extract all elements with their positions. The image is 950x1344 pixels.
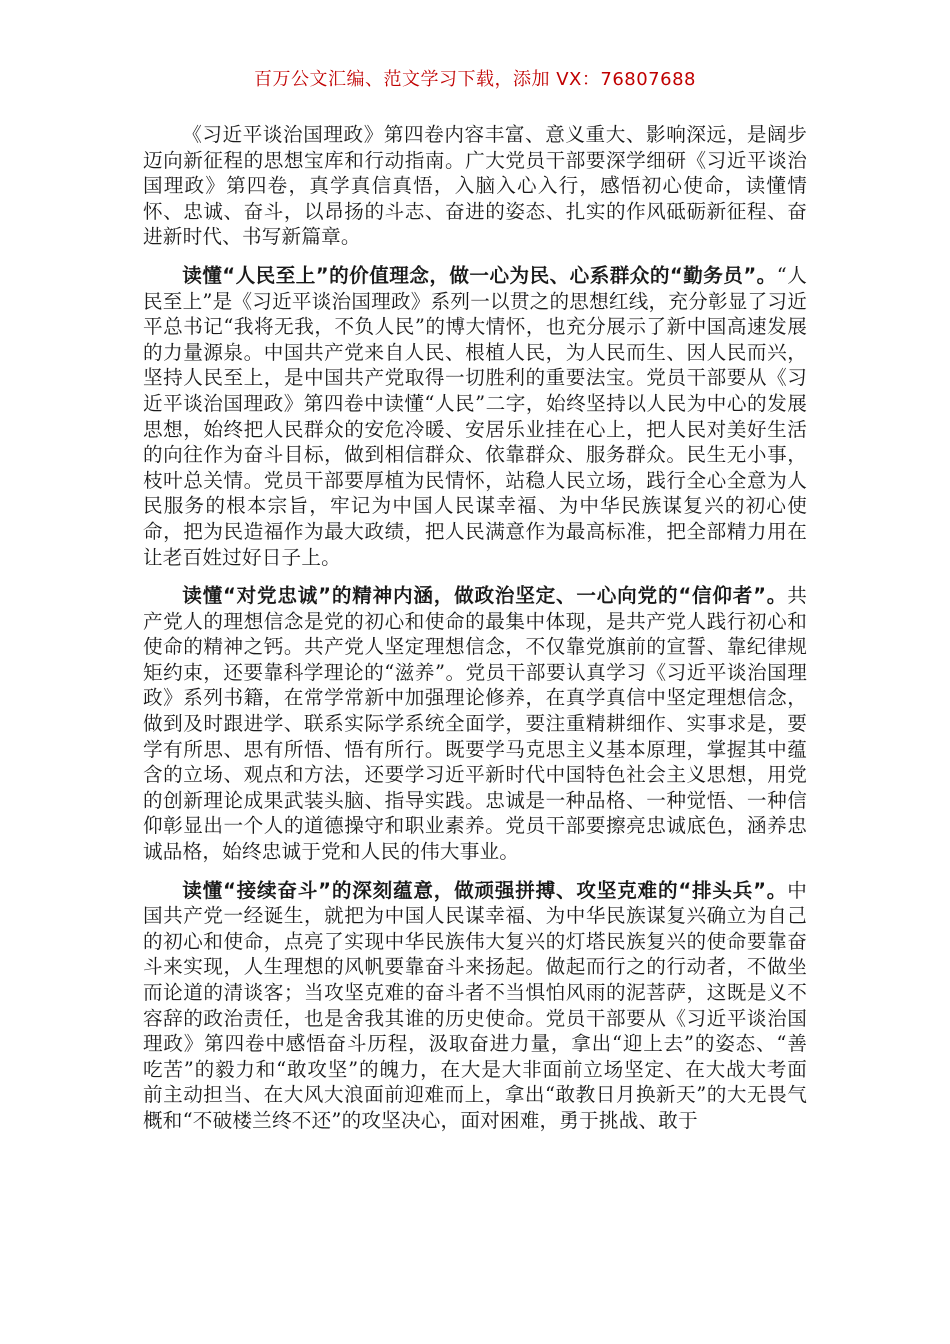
paragraph-struggle bbox=[143, 878, 807, 1134]
paragraph-heading: 读懂“对党忠诚”的精神内涵，做政治坚定、一心向党的“信仰者”。 bbox=[182, 584, 788, 608]
watermark-header: 百万公文汇编、范文学习下载，添加 VX：76807688 bbox=[254, 69, 696, 90]
paragraph-text: 共产党人的理想信念是党的初心和使命的最集中体现，是共产党人践行初心和使命的精神之钙。共产党人坚定理想信念，不仅靠党旗前的宣誓、靠纪律规矩约束，还要靠科学理论的“滋养”。党员干部要认真学习《习近平谈治国理政》系列书籍，在常学常新中加强理论修养，在真学真信中坚定理想信念，做到及时跟进学、联系实际学系统全面学，要注重精耕细作、实事求是，要学有所思、思有所悟、悟有所行。既要学马克思主义基本原理，掌握其中蕴含的立场、观点和方法，还要学习近平新时代中国特色社会主义思想，用党的创新理论成果武装头脑、指导实践。忠诚是一种品格、一种觉悟、一种信仰彰显出一个人的道德操守和职业素养。党员干部要擦亮忠诚底色，涵养忠诚品格，始终忠诚于党和人民的伟大事业。 bbox=[143, 584, 807, 864]
paragraph-text: 中国共产党一经诞生，就把为中国人民谋幸福、为中华民族谋复兴确立为自己的初心和使命，点亮了实现中华民族伟大复兴的灯塔民族复兴的使命要靠奋斗来实现，人生理想的风帆要靠奋斗来扬起。做起而行之的行动者，不做坐而论道的清谈客；当攻坚克难的奋斗者不当惧怕风雨的泥菩萨，这既是义不容辞的政治责任，也是舍我其谁的历史使命。党员干部要从《习近平谈治国理政》第四卷中感悟奋斗历程，汲取奋进力量，拿出“迎上去”的姿态、“善吃苦”的毅力和“敢攻坚”的魄力，在大是大非面前立场坚定、在大战大考面前主动担当、在大风大浪面前迎难而上，拿出“敢教日月换新天”的大无畏气概和“不破楼兰终不还”的攻坚决心，面对困难，勇于挑战、敢于 bbox=[143, 878, 807, 1132]
paragraph-people-first bbox=[143, 263, 807, 570]
paragraph-intro bbox=[143, 122, 807, 250]
paragraph-heading: 读懂“接续奋斗”的深刻蕴意，做顽强拼搏、攻坚克难的“排头兵”。 bbox=[182, 878, 788, 902]
paragraph-heading: 读懂“人民至上”的价值理念，做一心为民、心系群众的“勤务员”。 bbox=[182, 263, 777, 287]
paragraph-loyalty bbox=[143, 583, 807, 865]
paragraph-text: “人民至上”是《习近平谈治国理政》系列一以贯之的思想红线，充分彰显了习近平总书记“我将无我，不负人民”的博大情怀，也充分展示了新中国高速发展的力量源泉。中国共产党来自人民、根植人民，为人民而生、因人民而兴，坚持人民至上，是中国共产党取得一切胜利的重要法宝。党员干部要从《习近平谈治国理政》第四卷中读懂“人民”二字，始终坚持以人民为中心的发展思想，始终把人民群众的安危冷暖、安居乐业挂在心上，把人民对美好生活的向往作为奋斗目标，做到相信群众、依靠群众、服务群众。民生无小事，枝叶总关情。党员干部要厚植为民情怀，站稳人民立场，践行全心全意为人民服务的根本宗旨，牢记为中国人民谋幸福、为中华民族谋复兴的初心使命，把为民造福作为最大政绩，把人民满意作为最高标准，把全部精力用在让老百姓过好日子上。 bbox=[143, 263, 807, 569]
article-body bbox=[143, 122, 807, 1147]
paragraph-text: 《习近平谈治国理政》第四卷内容丰富、意义重大、影响深远，是阔步迈向新征程的思想宝库和行动指南。广大党员干部要深学细研《习近平谈治国理政》第四卷，真学真信真悟，入脑入心入行，感悟初心使命，读懂情怀、忠诚、奋斗，以昂扬的斗志、奋进的姿态、扎实的作风砥砺新征程、奋进新时代、书写新篇章。 bbox=[143, 123, 807, 249]
